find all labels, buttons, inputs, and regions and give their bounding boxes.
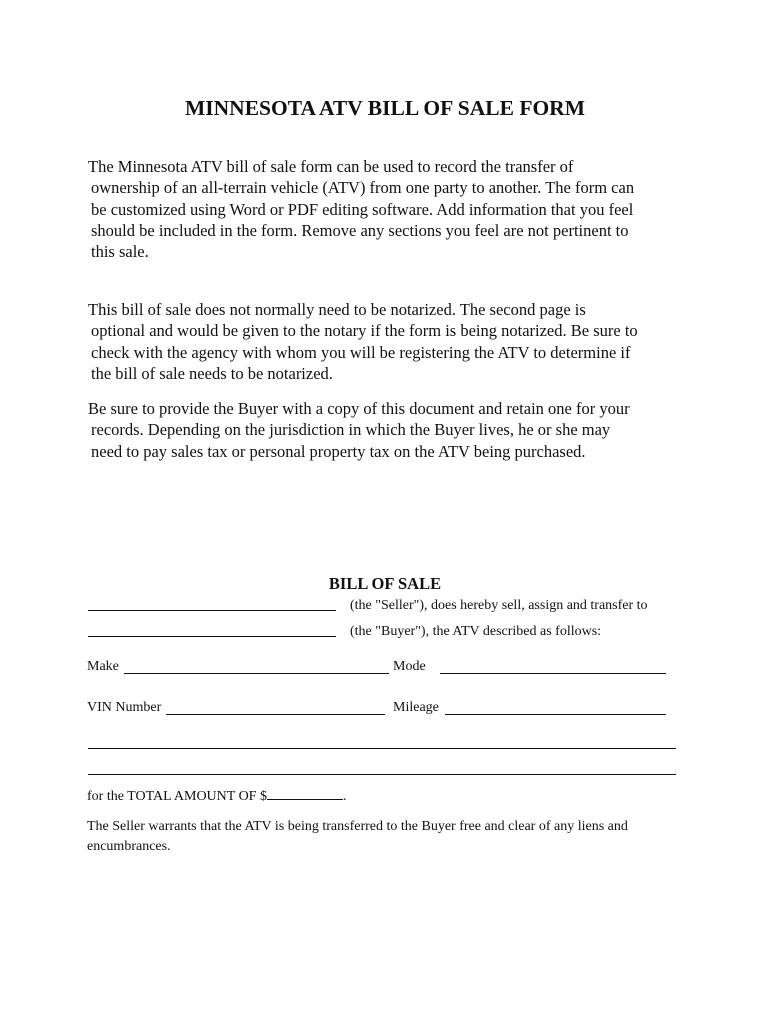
model-label: Mode (393, 659, 426, 674)
paragraph-line: need to pay sales tax or personal property tax on the ATV being purchased. (91, 441, 586, 461)
paragraph-line: check with the agency with whom you will be registering the ATV to determine if (91, 342, 631, 362)
intro-paragraph-1 (88, 156, 688, 262)
total-amount-blank[interactable] (267, 785, 343, 800)
bill-of-sale-heading: BILL OF SALE (328, 574, 442, 593)
total-amount-label: for the TOTAL AMOUNT OF $ (87, 789, 267, 804)
paragraph-line: encumbrances. (87, 839, 171, 854)
make-blank[interactable] (124, 673, 389, 674)
paragraph-line: Be sure to provide the Buyer with a copy of this document and retain one for your (88, 399, 630, 418)
paragraph-line: The Minnesota ATV bill of sale form can be used to record the transfer of (88, 157, 574, 176)
vin-label: VIN Number (87, 700, 162, 715)
intro-paragraph-2 (88, 299, 688, 384)
seller-clause: (the "Seller"), does hereby sell, assign and transfer to (350, 598, 648, 613)
warranty-paragraph (87, 817, 687, 857)
mileage-blank[interactable] (445, 714, 666, 715)
mileage-label: Mileage (393, 700, 439, 715)
model-blank[interactable] (440, 673, 666, 674)
description-blank-2[interactable] (88, 774, 676, 775)
paragraph-line: The Seller warrants that the ATV is being transferred to the Buyer free and clear of any liens and (87, 819, 628, 834)
vin-blank[interactable] (166, 714, 385, 715)
total-amount-suffix: . (342, 789, 347, 804)
paragraph-line: this sale. (91, 242, 149, 262)
paragraph-line: This bill of sale does not normally need to be notarized. The second page is (88, 300, 586, 319)
buyer-name-blank[interactable] (88, 636, 336, 637)
paragraph-line: the bill of sale needs to be notarized. (91, 363, 333, 383)
paragraph-line: records. Depending on the jurisdiction in which the Buyer lives, he or she may (91, 420, 611, 440)
make-label: Make (87, 659, 119, 674)
paragraph-line: ownership of an all-terrain vehicle (ATV) from one party to another. The form can (91, 178, 635, 198)
intro-paragraph-3 (88, 398, 688, 462)
total-amount-row (87, 785, 346, 805)
paragraph-line: be customized using Word or PDF editing software. Add information that you feel (91, 199, 634, 219)
document-title: MINNESOTA ATV BILL OF SALE FORM (184, 96, 586, 120)
seller-name-blank[interactable] (88, 610, 336, 611)
buyer-clause: (the "Buyer"), the ATV described as follows: (350, 624, 602, 639)
description-blank-1[interactable] (88, 748, 676, 749)
paragraph-line: should be included in the form. Remove any sections you feel are not pertinent to (91, 220, 629, 240)
paragraph-line: optional and would be given to the notary if the form is being notarized. Be sure to (91, 321, 638, 341)
